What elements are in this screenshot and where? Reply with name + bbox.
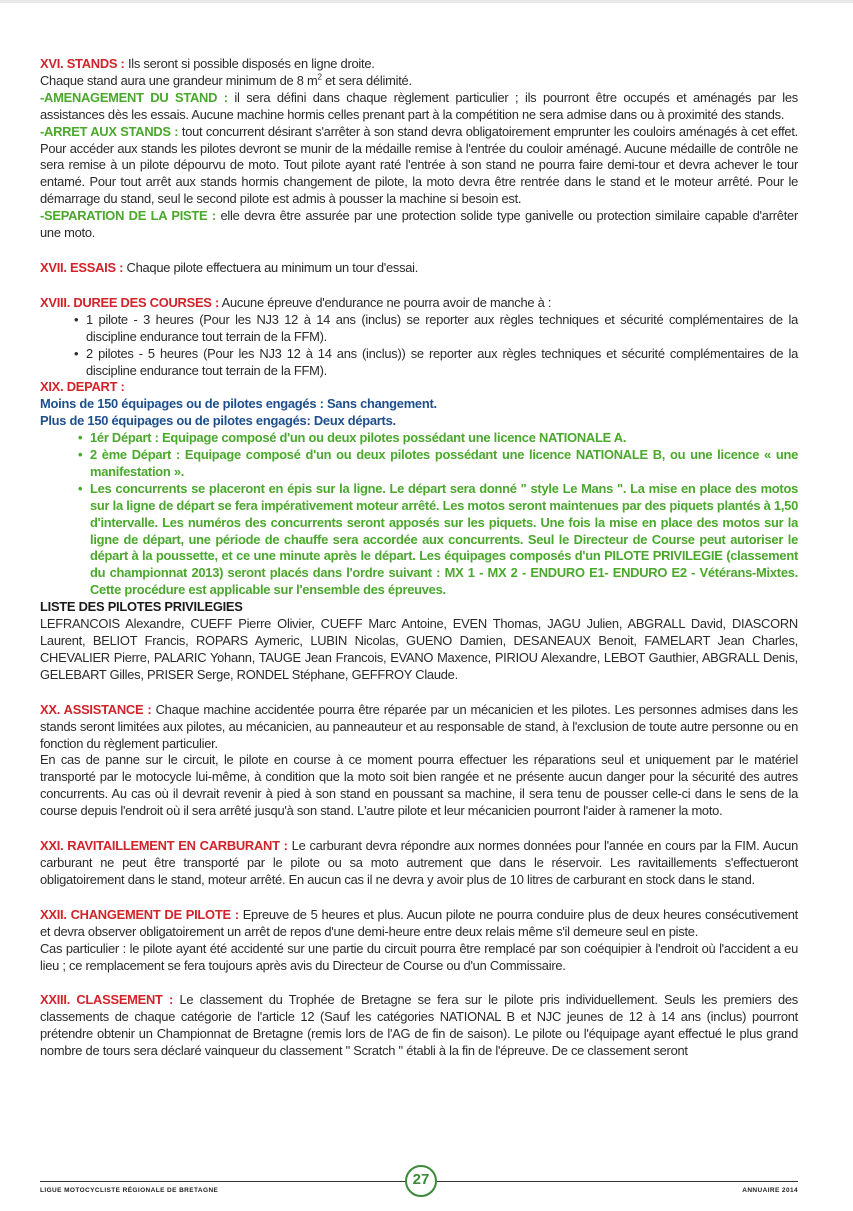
depart-rule-under-150: Moins de 150 équipages ou de pilotes engagés : Sans changement.: [40, 396, 437, 412]
footer-publication: ANNUAIRE 2014: [742, 1187, 798, 1194]
section-text: Epreuve de 5 heures et plus. Aucun pilote ne pourra conduire plus de deux heures consécutivement et devra observer obligatoirement un arrêt de repos d'une demi-heure entre deux relais même s'il demeure seul en piste.: [40, 906, 798, 939]
paragraph: [40, 702, 798, 753]
section-title: XVI. STANDS :: [40, 56, 125, 71]
top-border: [0, 0, 853, 3]
subsection-text: elle devra être assurée par une protection solide type ganivelle ou protection similaire capable d'arrêter une moto.: [40, 208, 798, 241]
list-item: • 1 pilote - 3 heures (Pour les NJ3 12 à 14 ans (inclus) se reporter aux règles techniques et sécurité complémentaires de la discipline endurance tout terrain de la FFM).: [40, 312, 798, 346]
list-item: • 2 ème Départ : Equipage composé d'un ou deux pilotes possédant une licence NATIONALE B, ou une licence « une manifestation ».: [40, 447, 798, 481]
depart-rule-over-150: Plus de 150 équipages ou de pilotes engagés: Deux départs.: [40, 413, 396, 429]
paragraph: [40, 73, 798, 90]
depart-list: [40, 430, 798, 599]
section-text: Chaque machine accidentée pourra être réparée par un mécanicien et les pilotes. Les personnes admises dans les stands seront limitées aux pilotes, au mécanicien, au panneauteur et au responsable de stand, à l'exclusion de toute autre personne ou en fonction du règlement particulier.: [40, 701, 798, 751]
duration-list: [40, 312, 798, 380]
list-item: • 2 pilotes - 5 heures (Pour les NJ3 12 à 14 ans (inclus)) se reporter aux règles techniques et sécurité complémentaires de la discipline endurance tout terrain de la FFM).: [40, 346, 798, 380]
paragraph: [40, 907, 798, 941]
section-depart: [40, 379, 798, 683]
footer-organization: LIGUE MOTOCYCLISTE RÉGIONALE DE BRETAGNE: [40, 1187, 219, 1194]
section-text: Aucune épreuve d'endurance ne pourra avoir de manche à :: [219, 294, 552, 310]
paragraph: [40, 295, 798, 312]
section-title: XVIII. DUREE DES COURSES :: [40, 294, 220, 310]
paragraph: [40, 124, 798, 209]
stand-size-text-end: et sera délimité.: [321, 72, 412, 88]
page-footer: [40, 1171, 798, 1194]
list-item: • 1ér Départ : Equipage composé d'un ou deux pilotes possédant une licence NATIONALE A.: [40, 430, 798, 447]
section-title: XXIII. CLASSEMENT :: [40, 992, 174, 1008]
page-number: 27: [405, 1165, 437, 1197]
section-title: XIX. DEPART :: [40, 379, 125, 395]
subsection-text: il sera défini dans chaque règlement particulier ; ils pourront être occupés et aménagés par les assistances dès les essais. Aucune machine hormis celles prenant part à la compétition ne sera admise dans ou à proximité des stands.: [40, 89, 798, 122]
section-title: XXI. RAVITAILLEMENT EN CARBURANT :: [40, 838, 288, 854]
section-text: Ils seront si possible disposés en ligne droite.: [124, 56, 375, 71]
subsection-label: -ARRET AUX STANDS :: [40, 123, 179, 139]
section-title: XX. ASSISTANCE :: [40, 701, 152, 717]
section-title: XVII. ESSAIS :: [40, 259, 124, 275]
paragraph: [40, 260, 798, 277]
document-body: [40, 56, 798, 1060]
section-duree-courses: [40, 295, 798, 380]
section-changement-pilote: [40, 907, 798, 975]
paragraph: [40, 56, 798, 73]
subsection-label: -AMENAGEMENT DU STAND :: [40, 89, 228, 105]
section-text: Le carburant devra répondre aux normes données pour l'année en cours par la FIM. Aucun carburant ne peut être transporté par le pilote ou sa moto autrement que dans le réservoir. Les ravitaillements s'effectueront obligatoirement dans le stand, moteur arrêté. En aucun cas il ne devra y avoir plus de 10 litres de carburant en stock dans le stand.: [40, 838, 798, 887]
section-ravitaillement: [40, 838, 798, 889]
list-item: • Les concurrents se placeront en épis sur la ligne. Le départ sera donné " style Le Mans ". La mise en place des motos sur la ligne de départ se fera impérativement moteur arrêté. Les motos seront maintenues par des piquets plantés à 1,50 d'intervalle. Les numéros des concurrents seront apposés sur les piquets. Une fois la mise en place des motos sur la ligne de départ, une période de chauffe sera accordée aux concurrents. Seul le Directeur de Course peut autoriser le départ à la poussette, et ce une minute après le départ. Les équipages composés d'un PILOTE PRIVILEGIE (classement du championnat 2013) seront placés dans l'ordre suivant : MX 1 - MX 2 - ENDURO E1- ENDURO E2 - Vétérans-Mixtes. Cette procédure est applicable sur l'ensemble des épreuves.: [40, 481, 798, 599]
stand-size-text: Chaque stand aura une grandeur minimum de 8 m: [40, 72, 318, 88]
section-text: Chaque pilote effectuera au minimum un tour d'essai.: [123, 259, 419, 275]
section-assistance: [40, 702, 798, 820]
section-title: XXII. CHANGEMENT DE PILOTE :: [40, 906, 239, 922]
subsection-label: -SEPARATION DE LA PISTE :: [40, 208, 216, 224]
subsection-text: tout concurrent désirant s'arrêter à son stand devra obligatoirement emprunter les couloirs aménagés à cet effet. Pour accéder aux stands les pilotes devront se munir de la médaille remise à l'entrée du couloir aménagé. Aucune médaille de contrôle ne sera remise à un pilote dépourvu de moto. Tout pilote ayant raté l'entrée à son stand ne pourra faire demi-tour et devra achever le tour entamé. Pour tout arrêt aux stands hormis changement de pilote, la moto devra être rentrée dans le stand et le moteur arrêté. Pour le démarrage du stand, seul le second pilote est admis à pousser la machine si besoin est.: [40, 123, 798, 207]
privileged-list-title: LISTE DES PILOTES PRIVILEGIES: [40, 599, 243, 615]
superscript: 2: [317, 72, 322, 82]
paragraph: [40, 992, 798, 1060]
section-text: Le classement du Trophée de Bretagne se fera sur le pilote pris individuellement. Seuls les premiers des classements de chaque catégorie de l'article 12 (Sauf les catégories NATIONAL B et NJC jeunes de 12 à 14 ans (inclus) pourront prétendre obtenir un Championnat de Bretagne (remis lors de l'AG de fin de saison). Le pilote ou l'équipage ayant effectué le plus grand nombre de tours sera déclaré vainqueur du classement " Scratch " établi à la fin de l'épreuve. De ce classement seront: [40, 992, 798, 1059]
section-essais: [40, 260, 798, 277]
paragraph: [40, 379, 798, 396]
privileged-pilots-list: LEFRANCOIS Alexandre, CUEFF Pierre Olivier, CUEFF Marc Antoine, EVEN Thomas, JAGU Julien, ABGRALL David, DIASCORN Laurent, BELIOT Francis, ROPARS Aymeric, LUBIN Nicolas, GUENO Damien, DESANEAUX Benoit, FAMELART Jean Charles, CHEVALIER Pierre, PALARIC Yohann, TAUGE Jean Francois, EVANO Maxence, PIRIOU Alexandre, LEBOT Gauthier, ABGRALL Denis, GELEBART Gilles, PRISER Serge, RONDEL Stéphane, GEFFROY Claude.: [40, 616, 798, 682]
paragraph: Cas particulier : le pilote ayant été accidenté sur une partie du circuit pourra être remplacé par son coéquipier à l'endroit où l'accident a eu lieu ; ce remplacement se fera toujours après avis du Directeur de Course ou d'un Commissaire.: [40, 940, 798, 973]
paragraph: En cas de panne sur le circuit, le pilote en course à ce moment pourra effectuer les réparations seul et uniquement par le matériel transporté par le motocycle lui-même, à condition que la moto soit bien rangée et ne présente aucun danger pour la sécurité des autres concurrents. Au cas où il devrait revenir à pied à son stand en poussant sa machine, il sera tenu de pousser celle-ci dans le sens de la course depuis l'endroit où il sera arrêté jusqu'à son stand. L'autre pilote et leur mécanicien pourront l'aider à ramener la moto.: [40, 752, 798, 819]
section-stands: [40, 56, 798, 242]
paragraph: [40, 90, 798, 124]
paragraph: [40, 838, 798, 889]
paragraph: [40, 208, 798, 242]
section-classement: [40, 992, 798, 1060]
